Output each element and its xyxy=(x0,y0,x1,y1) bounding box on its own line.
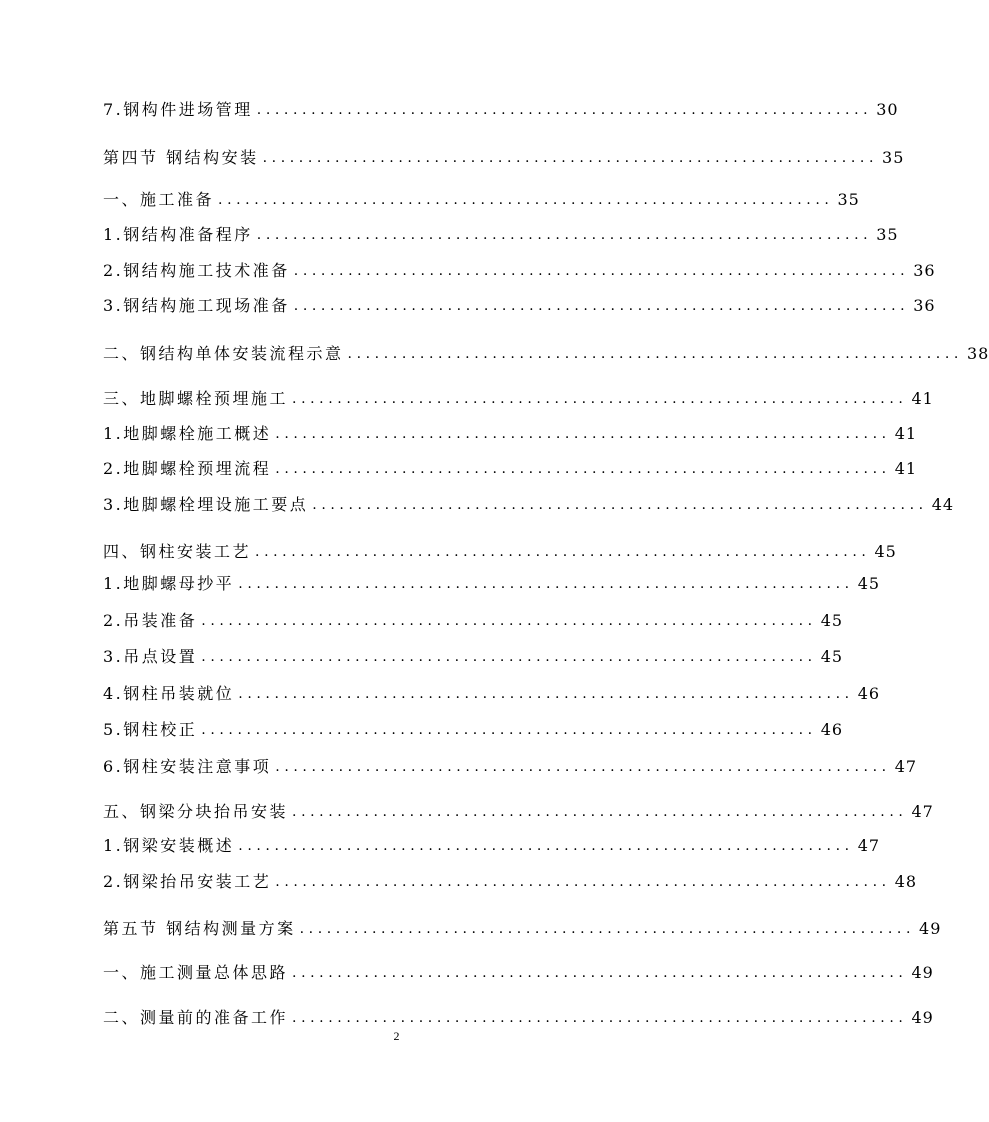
dot-leader: .................................................................... xyxy=(238,576,854,592)
dot-leader: .................................................................... xyxy=(292,965,908,981)
toc-entry-page: 49 xyxy=(919,919,942,938)
toc-entry-title: 1.地脚螺母抄平 xyxy=(103,574,235,593)
toc-entry-page: 41 xyxy=(894,459,918,478)
toc-entry-page: 44 xyxy=(931,495,955,514)
toc-entry-page: 35 xyxy=(837,190,860,209)
toc-entry[interactable] xyxy=(103,96,899,120)
toc-entry-title: 7.钢构件进场管理 xyxy=(103,100,253,119)
toc-entry-title: 一、施工测量总体思路 xyxy=(103,963,289,982)
dot-leader: .................................................................... xyxy=(218,192,834,208)
dot-leader: .................................................................... xyxy=(238,686,854,702)
toc-entry-page: 41 xyxy=(911,389,934,408)
toc-entry[interactable] xyxy=(103,798,934,822)
toc-entry-title: 3.吊点设置 xyxy=(103,647,198,666)
dot-leader: .................................................................... xyxy=(293,263,910,279)
toc-entry[interactable] xyxy=(103,292,936,316)
toc-entry-title: 二、钢结构单体安装流程示意 xyxy=(103,344,344,363)
toc-entry[interactable] xyxy=(103,538,897,562)
toc-entry-page: 36 xyxy=(913,261,936,280)
toc-entry[interactable] xyxy=(103,186,860,210)
toc-entry[interactable] xyxy=(103,491,955,515)
toc-entry-title: 3.地脚螺栓埋设施工要点 xyxy=(103,495,309,514)
dot-leader: .................................................................... xyxy=(256,227,873,243)
toc-entry[interactable] xyxy=(103,144,905,168)
toc-entry[interactable] xyxy=(103,643,844,667)
dot-leader: .................................................................... xyxy=(299,921,916,937)
toc-entry[interactable] xyxy=(103,832,881,856)
toc-entry-title: 1.钢梁安装概述 xyxy=(103,836,235,855)
toc-entry-title: 二、测量前的准备工作 xyxy=(103,1008,289,1027)
dot-leader: .................................................................... xyxy=(256,102,873,118)
toc-entry[interactable] xyxy=(103,607,844,631)
toc-entry-title: 3.钢结构施工现场准备 xyxy=(103,296,290,315)
toc-entry-page: 30 xyxy=(876,100,899,119)
dot-leader: .................................................................... xyxy=(201,613,817,629)
toc-entry-title: 6.钢柱安装注意事项 xyxy=(103,757,272,776)
dot-leader: .................................................................... xyxy=(238,838,854,854)
dot-leader: .................................................................... xyxy=(292,1010,908,1026)
toc-entry[interactable] xyxy=(103,959,934,983)
toc-entry[interactable] xyxy=(103,340,989,364)
toc-entry[interactable] xyxy=(103,680,881,704)
toc-entry-title: 一、施工准备 xyxy=(103,190,215,209)
page-number: 2 xyxy=(393,1029,400,1043)
toc-entry-title: 4.钢柱吊装就位 xyxy=(103,684,235,703)
toc-entry-page: 35 xyxy=(882,148,905,167)
toc-entry-title: 四、钢柱安装工艺 xyxy=(103,542,252,561)
dot-leader: .................................................................... xyxy=(293,298,910,314)
toc-entry-page: 45 xyxy=(820,611,844,630)
toc-entry-page: 45 xyxy=(857,574,881,593)
dot-leader: .................................................................... xyxy=(201,649,817,665)
toc-entry-title: 三、地脚螺栓预埋施工 xyxy=(103,389,289,408)
dot-leader: .................................................................... xyxy=(275,874,891,890)
toc-entry-title: 2.吊装准备 xyxy=(103,611,198,630)
toc-entry-page: 45 xyxy=(874,542,897,561)
toc-entry[interactable] xyxy=(103,570,881,594)
toc-entry-page: 45 xyxy=(820,647,844,666)
toc-entry[interactable] xyxy=(103,868,918,892)
toc-entry[interactable] xyxy=(103,915,942,939)
toc-entry-title: 2.钢梁抬吊安装工艺 xyxy=(103,872,272,891)
toc-entry-page: 47 xyxy=(894,757,918,776)
toc-entry[interactable] xyxy=(103,716,844,740)
dot-leader: .................................................................... xyxy=(292,804,908,820)
toc-entry-title: 1.地脚螺栓施工概述 xyxy=(103,424,272,443)
toc-entry-page: 48 xyxy=(894,872,918,891)
toc-entry-page: 49 xyxy=(911,1008,934,1027)
toc-entry-page: 47 xyxy=(911,802,934,821)
toc-entry-page: 46 xyxy=(857,684,881,703)
dot-leader: .................................................................... xyxy=(275,461,891,477)
toc-entry-title: 1.钢结构准备程序 xyxy=(103,225,253,244)
dot-leader: .................................................................... xyxy=(347,346,963,362)
toc-entry-page: 38 xyxy=(966,344,989,363)
toc-entry[interactable] xyxy=(103,1004,934,1028)
toc-entry[interactable] xyxy=(103,257,936,281)
dot-leader: .................................................................... xyxy=(255,544,871,560)
toc-entry-page: 41 xyxy=(894,424,918,443)
dot-leader: .................................................................... xyxy=(275,426,891,442)
toc-entry-title: 五、钢梁分块抬吊安装 xyxy=(103,802,289,821)
toc-entry[interactable] xyxy=(103,221,899,245)
toc-entry[interactable] xyxy=(103,420,918,444)
dot-leader: .................................................................... xyxy=(201,722,817,738)
toc-entry-page: 49 xyxy=(911,963,934,982)
dot-leader: .................................................................... xyxy=(262,150,879,166)
toc-entry-page: 47 xyxy=(857,836,881,855)
dot-leader: .................................................................... xyxy=(312,497,928,513)
toc-entry-page: 46 xyxy=(820,720,844,739)
dot-leader: .................................................................... xyxy=(275,759,891,775)
toc-entry-title: 第五节 钢结构测量方案 xyxy=(103,919,296,938)
toc-entry-page: 36 xyxy=(913,296,936,315)
dot-leader: .................................................................... xyxy=(292,391,908,407)
toc-entry-title: 第四节 钢结构安装 xyxy=(103,148,259,167)
toc-entry[interactable] xyxy=(103,753,918,777)
toc-entry-title: 2.地脚螺栓预埋流程 xyxy=(103,459,272,478)
toc-entry-page: 35 xyxy=(876,225,899,244)
toc-entry-title: 5.钢柱校正 xyxy=(103,720,198,739)
toc-entry[interactable] xyxy=(103,385,934,409)
toc-entry-title: 2.钢结构施工技术准备 xyxy=(103,261,290,280)
toc-entry[interactable] xyxy=(103,455,918,479)
